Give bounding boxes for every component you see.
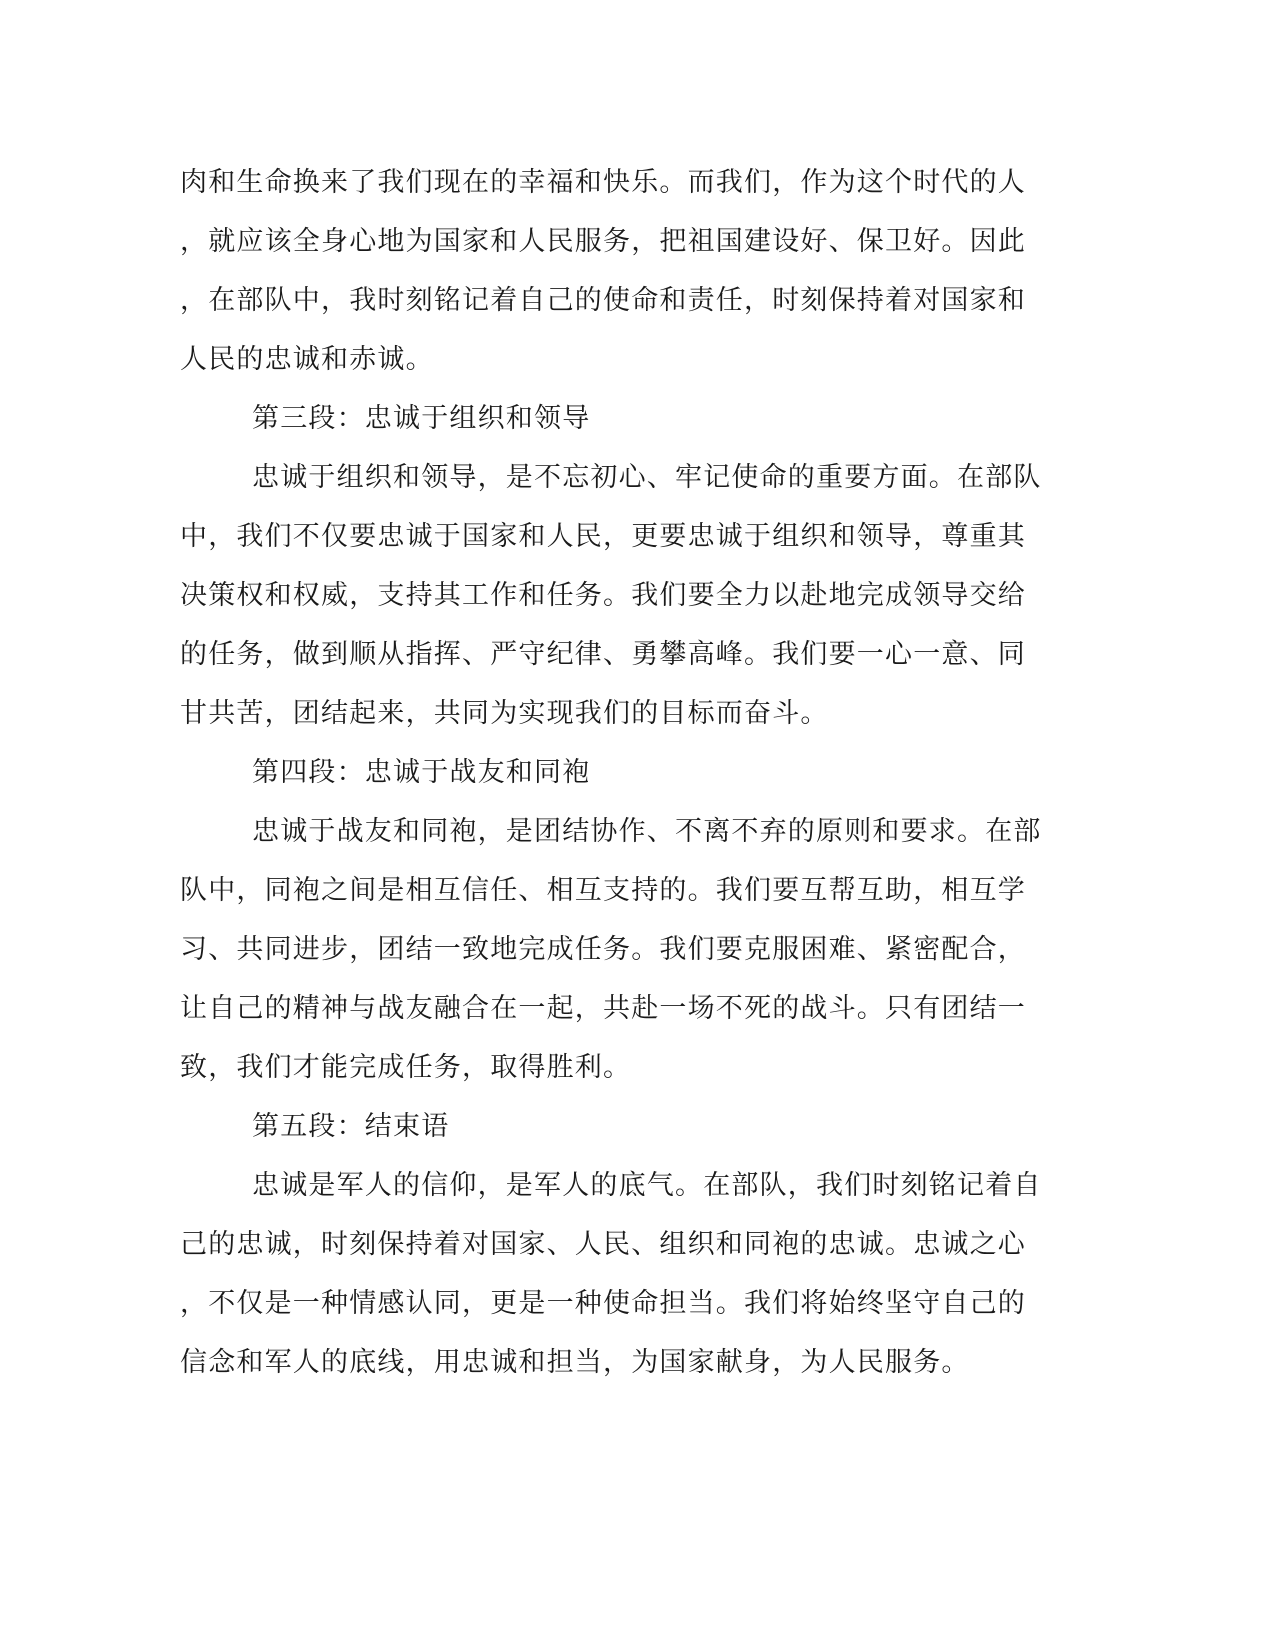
section-heading-4: 第四段：忠诚于战友和同袍 [252,757,591,788]
text-line: 致，我们才能完成任务，取得胜利。 [180,1052,632,1083]
text-line: 的任务，做到顺从指挥、严守纪律、勇攀高峰。我们要一心一意、同 [180,639,1026,670]
text-line: 中，我们不仅要忠诚于国家和人民，更要忠诚于组织和领导，尊重其 [180,521,1026,552]
text-line: 忠诚于战友和同袍，是团结协作、不离不弃的原则和要求。在部 [252,816,1042,847]
text-line: ，就应该全身心地为国家和人民服务，把祖国建设好、保卫好。因此 [180,226,1026,257]
text-line: 队中，同袍之间是相互信任、相互支持的。我们要互帮互助，相互学 [180,875,1026,906]
text-line: 肉和生命换来了我们现在的幸福和快乐。而我们，作为这个时代的人 [180,167,1026,198]
text-line: 习、共同进步，团结一致地完成任务。我们要克服困难、紧密配合， [180,934,1026,965]
document-body [180,153,1042,1392]
text-line: ，在部队中，我时刻铭记着自己的使命和责任，时刻保持着对国家和 [180,285,1026,316]
section-heading-5: 第五段：结束语 [252,1111,450,1142]
text-line: 让自己的精神与战友融合在一起，共赴一场不死的战斗。只有团结一 [180,993,1026,1024]
text-line: 忠诚于组织和领导，是不忘初心、牢记使命的重要方面。在部队 [252,462,1042,493]
text-line: ，不仅是一种情感认同，更是一种使命担当。我们将始终坚守自己的 [180,1288,1026,1319]
text-line: 决策权和权威，支持其工作和任务。我们要全力以赴地完成领导交给 [180,580,1026,611]
text-line: 信念和军人的底线，用忠诚和担当，为国家献身，为人民服务。 [180,1347,970,1378]
text-line: 甘共苦，团结起来，共同为实现我们的目标而奋斗。 [180,698,829,729]
section-heading-3: 第三段：忠诚于组织和领导 [252,403,591,434]
text-line: 人民的忠诚和赤诚。 [180,344,434,375]
text-line: 己的忠诚，时刻保持着对国家、人民、组织和同袍的忠诚。忠诚之心 [180,1229,1026,1260]
text-line: 忠诚是军人的信仰，是军人的底气。在部队，我们时刻铭记着自 [252,1170,1042,1201]
